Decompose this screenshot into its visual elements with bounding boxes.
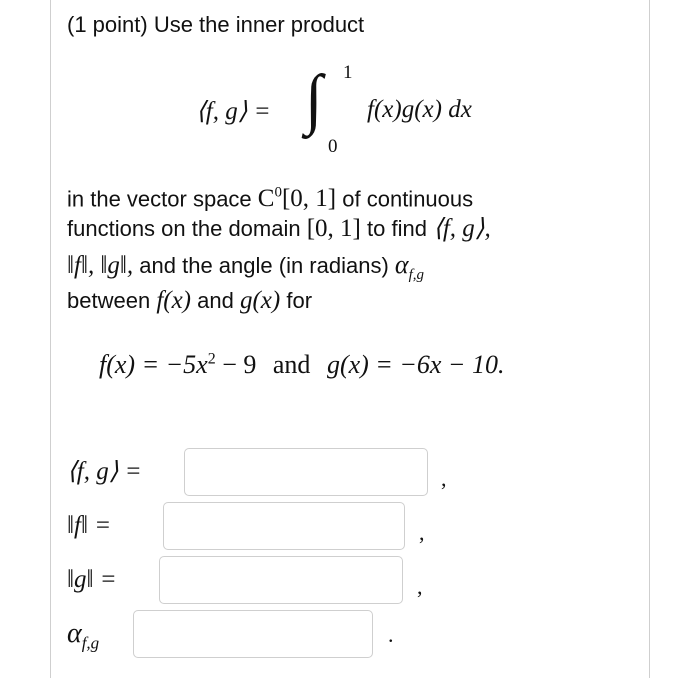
comma-1: , [441, 466, 447, 491]
integral-lower-limit: 0 [328, 136, 338, 157]
answer-label-angle: $\alpha_{f,g}$ [67, 618, 100, 653]
norm-g-input[interactable] [159, 556, 403, 604]
comma-2: , [419, 520, 425, 545]
angle-input[interactable] [133, 610, 373, 658]
comma-3: , [417, 574, 423, 599]
answer-label-norm-g: ‖g‖ = [67, 566, 117, 593]
problem-line-1: in the vector space $C^0[0$, 1] of continuous [67, 185, 474, 213]
answer-label-inner-product: ⟨f, g⟩ = [67, 458, 142, 485]
problem-line-4: between f(x) and g(x) for [67, 287, 313, 314]
problem-line-3: ‖f‖, ‖g‖, and the angle (in radians) $\alpha_{f,g}$ [67, 250, 424, 284]
integrand: f(x)g(x) dx [367, 96, 472, 123]
integral-upper-limit: 1 [343, 62, 353, 83]
problem-card [50, 0, 650, 678]
norm-f-input[interactable] [163, 502, 405, 550]
inner-product-input[interactable] [184, 448, 428, 496]
functions-display: $f(x) = -5x^2 - 9$ and g(x) = −6x − 10. [99, 350, 505, 379]
integral-sign: ∫ [305, 61, 323, 136]
problem-line-2: functions on the domain [0, 1] to find ⟨f, g⟩, [67, 215, 491, 242]
inner-product-lhs: ⟨f, g⟩ = [196, 98, 271, 125]
answer-label-norm-f: ‖f‖ = [67, 512, 112, 539]
problem-intro: (1 point) Use the inner product [67, 12, 365, 37]
period-4: . [388, 622, 394, 647]
